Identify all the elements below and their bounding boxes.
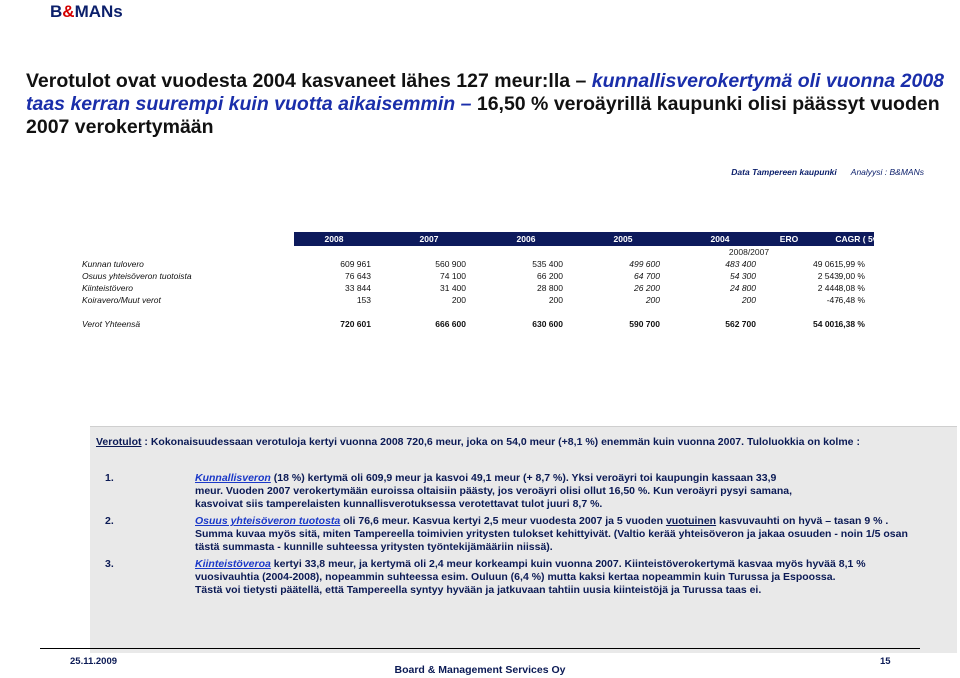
page-number: 15 — [880, 656, 891, 667]
table-cell: 54 300 — [730, 271, 756, 281]
table-row-total — [82, 318, 882, 331]
footer-company: Board & Management Services Oy — [394, 664, 566, 676]
table-cell: -6,48 % — [835, 295, 865, 305]
title-part-1: Verotulot ovat vuodesta 2004 kasvaneet lähes 127 meur:lla – — [26, 70, 592, 92]
text-line — [195, 558, 940, 571]
table-cell: 2 444 — [817, 283, 839, 293]
table-cell: 31 400 — [440, 283, 466, 293]
text-segment-underlined: vuotuinen — [665, 515, 717, 527]
logo-text-mans: MANs — [74, 2, 123, 21]
text-line: Tästä voi tietysti päätellä, että Tampereella syntyy hyvään ja jatkuvaan tahtiin uusia kiinteistöjä ja Turussa taas ei. — [195, 584, 762, 596]
table-cell: 666 600 — [435, 319, 466, 329]
table-header — [294, 232, 883, 246]
text-segment: oli 76,6 meur. Kasvua kertyi 2,5 meur vuodesta 2007 ja 5 vuoden — [340, 515, 666, 527]
logo-ampersand: & — [62, 2, 75, 21]
table-cell: 153 — [356, 295, 371, 305]
title-part-3: 16,50 % veroäyrillä kaupunki olisi päässyt vuoden 2007 verokertymään — [26, 93, 940, 138]
table-cell: 200 — [645, 295, 660, 305]
analysis-source: Analyysi : B&MANs — [850, 167, 924, 177]
title-part-2: kunnallisverokertymä oli vuonna 2008 taas kerran suurempi kuin vuotta aikaisemmin – — [26, 70, 945, 115]
list-number: 1. — [105, 472, 114, 484]
list-item-body — [195, 515, 940, 554]
row-label: Koiravero/Muut verot — [82, 295, 161, 305]
list-item-lead: Kiinteistöveroa — [195, 558, 271, 570]
table-cell: 200 — [548, 295, 563, 305]
table-cell: 49 061 — [813, 259, 839, 269]
table-row — [82, 294, 882, 307]
row-label: Kunnan tulovero — [82, 259, 144, 269]
table-cell: 720 601 — [340, 319, 371, 329]
row-label: Osuus yhteisöveron tuotoista — [82, 271, 192, 281]
list-item-body — [195, 472, 940, 511]
summary-text: : Kokonaisuudessaan verotuloja kertyi vuonna 2008 720,6 meur, joka on 54,0 meur (+8,1 %) enemmän kuin vuonna 2007. Tuloluokkia on kolme : — [141, 436, 860, 448]
table-cell: 200 — [451, 295, 466, 305]
header-2008: 2008 — [324, 234, 344, 244]
table-cell: 66 200 — [537, 271, 563, 281]
table-cell: 76 643 — [345, 271, 371, 281]
text-line: vuosivauhtia (2004-2008), nopeammin suhteessa esim. Ouluun (6,4 %) mutta kaksi kertaa nopeammin kuin Turussa ja Espoossa. — [195, 571, 836, 583]
list-item-lead: Kunnallisveron — [195, 472, 271, 484]
table-cell: 590 700 — [629, 319, 660, 329]
table-cell: 26 200 — [634, 283, 660, 293]
page-title — [26, 70, 946, 139]
footer-date: 25.11.2009 — [70, 656, 118, 667]
source-line — [731, 167, 924, 177]
table-cell: 560 900 — [435, 259, 466, 269]
text-segment: kertyi 33,8 meur, ja kertymä oli 2,4 meur korkeampi kuin vuonna 2007. Kiinteistöverokertymä kasvaa myös hyvää 8,1 % — [270, 558, 866, 570]
table-cell: 2 543 — [817, 271, 839, 281]
table-cell: 33 844 — [345, 283, 371, 293]
table-cell: 64 700 — [634, 271, 660, 281]
list-number: 3. — [105, 558, 114, 570]
table-cell: 74 100 — [440, 271, 466, 281]
text-line — [195, 515, 940, 528]
table-cell: 609 961 — [340, 259, 371, 269]
list-number: 2. — [105, 515, 114, 527]
table-cell: 54 001 — [813, 319, 839, 329]
table-cell: 483 400 — [725, 259, 756, 269]
text-segment: kasvuvauhti on hyvä – tasan 9 % . — [716, 515, 889, 527]
brand-logo — [50, 2, 123, 22]
data-source: Data Tampereen kaupunki — [731, 167, 837, 177]
logo-text-b: B — [50, 2, 63, 21]
text-line — [195, 472, 940, 485]
table-cell: 24 800 — [730, 283, 756, 293]
table-cell: 562 700 — [725, 319, 756, 329]
list-item-body — [195, 558, 940, 597]
table-cell: 499 600 — [629, 259, 660, 269]
header-2007: 2007 — [419, 234, 439, 244]
header-2004: 2004 — [710, 234, 730, 244]
header-ero: ERO — [779, 234, 799, 244]
text-line: Summa kuvaa myös sitä, miten Tampereella toimivien yritysten tulokset kehittyivät. (Valtio kerää yhteisöveron ja jakaa osuuden - noin 1/5 osan — [195, 528, 908, 540]
table-cell: -47 — [826, 295, 839, 305]
table-cell: 5,99 % — [838, 259, 865, 269]
ero-subheader: 2008/2007 — [728, 247, 770, 257]
footer-divider — [40, 648, 920, 649]
table-cell: 535 400 — [532, 259, 563, 269]
table-cell: 9,00 % — [838, 271, 865, 281]
list-item-lead: Osuus yhteisöveron tuotosta — [195, 515, 341, 527]
text-line: meur. Vuoden 2007 verokertymään euroissa oltaisiin päästy, jos veroäyri olisi ollut 16,50 %. Kun veroäyri pysyi samana, — [195, 485, 793, 497]
text-line: tästä summasta - kunnille suhteessa yritysten työntekijämääriin niissä). — [195, 541, 553, 553]
summary-lead: Verotulot — [96, 436, 142, 448]
header-2005: 2005 — [613, 234, 633, 244]
header-2006: 2006 — [516, 234, 536, 244]
text-segment: (18 %) kertymä oli 609,9 meur ja kasvoi 49,1 meur (+ 8,7 %). Yksi veroäyri toi kaupungin kassaan 33,9 — [270, 472, 777, 484]
table-cell: 630 600 — [532, 319, 563, 329]
summary-intro — [96, 436, 946, 448]
table-cell: 6,38 % — [838, 319, 865, 329]
table-cell: 200 — [741, 295, 756, 305]
row-label: Kiinteistövero — [82, 283, 134, 293]
text-line: kasvoivat siis tamperelaisten kunnallisverotuksessa verotettavat tulot juuri 8,7 %. — [195, 498, 603, 510]
table-cell: 8,08 % — [838, 283, 865, 293]
header-cagr: CAGR ( 5v ) — [835, 234, 883, 244]
row-label: Verot Yhteensä — [82, 319, 141, 329]
table-cell: 28 800 — [537, 283, 563, 293]
